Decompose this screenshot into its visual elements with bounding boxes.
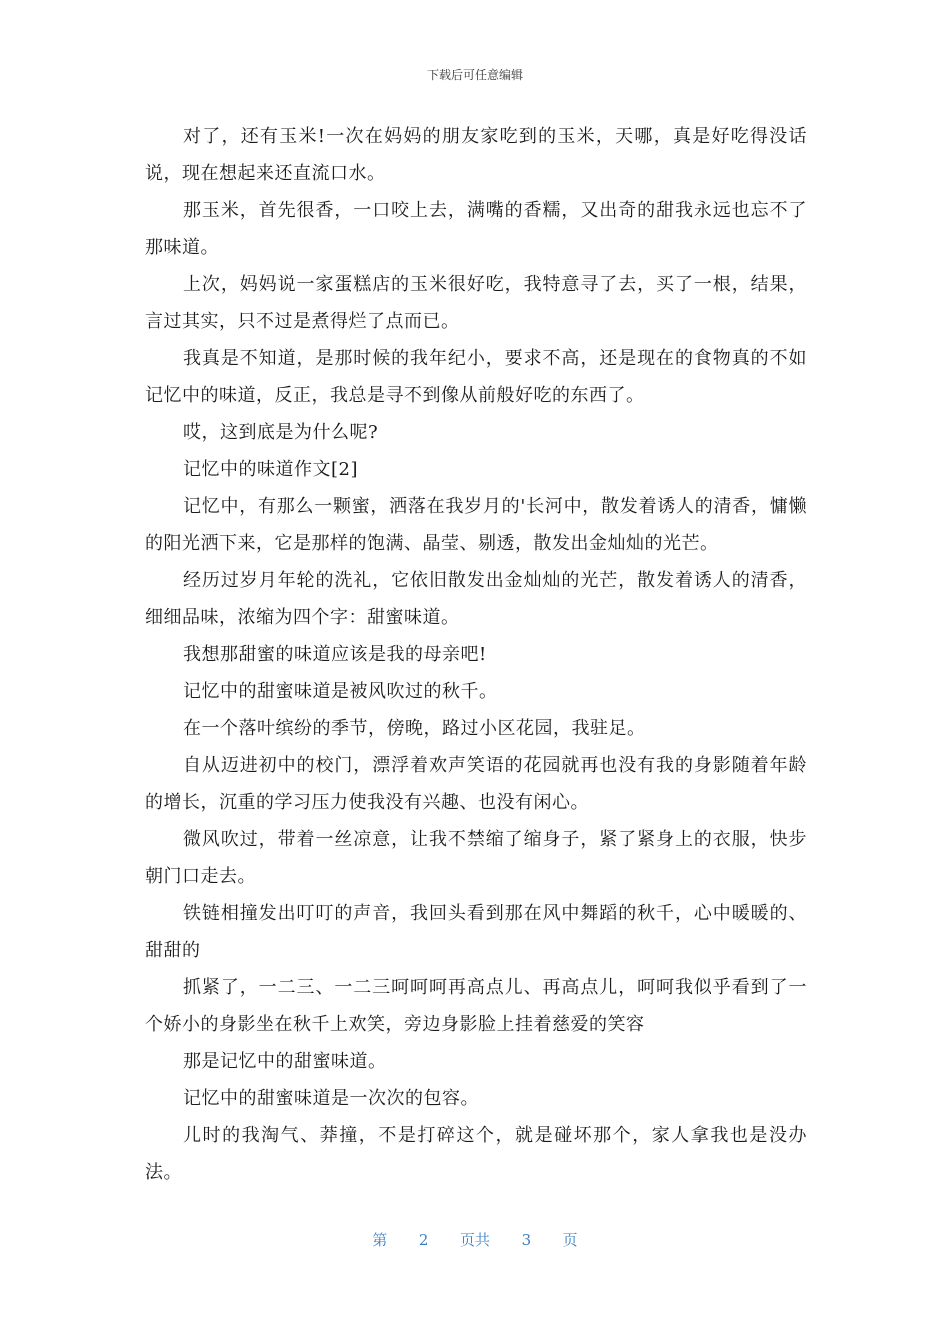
paragraph: 那玉米，首先很香，一口咬上去，满嘴的香糯，又出奇的甜我永远也忘不了那味道。: [145, 200, 807, 258]
paragraph: 铁链相撞发出叮叮的声音，我回头看到那在风中舞蹈的秋千，心中暖暖的、甜甜的: [145, 903, 807, 961]
paragraph: 我想那甜蜜的味道应该是我的母亲吧!: [183, 644, 487, 665]
document-body: [145, 118, 807, 1191]
paragraph: 哎，这到底是为什么呢?: [183, 422, 379, 443]
paragraph: 经历过岁月年轮的洗礼，它依旧散发出金灿灿的光芒，散发着诱人的清香，细细品味，浓缩为四个字：甜蜜味道。: [145, 570, 807, 628]
page-footer: [0, 1229, 950, 1250]
page-header: 下载后可任意编辑: [426, 68, 523, 82]
paragraph: 记忆中的甜蜜味道是被风吹过的秋千。: [183, 681, 498, 702]
paragraph: 那是记忆中的甜蜜味道。: [183, 1051, 387, 1072]
paragraph: 上次，妈妈说一家蛋糕店的玉米很好吃，我特意寻了去，买了一根，结果，言过其实，只不过是煮得烂了点而已。: [145, 274, 807, 332]
paragraph: 在一个落叶缤纷的季节，傍晚，路过小区花园，我驻足。: [183, 718, 646, 739]
total-pages-number: 3: [521, 1231, 532, 1249]
section-title: 记忆中的味道作文[2]: [183, 459, 358, 480]
paragraph: 自从迈进初中的校门，漂浮着欢声笑语的花园就再也没有我的身影随着年龄的增长，沉重的学习压力使我没有兴趣、也没有闲心。: [145, 755, 807, 813]
footer-middle: 页共: [459, 1231, 490, 1249]
footer-suffix: 页: [562, 1231, 578, 1249]
paragraph: 我真是不知道，是那时候的我年纪小，要求不高，还是现在的食物真的不如记忆中的味道，反正，我总是寻不到像从前般好吃的东西了。: [145, 348, 807, 406]
paragraph: 微风吹过，带着一丝凉意，让我不禁缩了缩身子，紧了紧身上的衣服，快步朝门口走去。: [145, 829, 807, 887]
paragraph: 记忆中，有那么一颗蜜，洒落在我岁月的'长河中，散发着诱人的清香，慵懒的阳光洒下来，它是那样的饱满、晶莹、剔透，散发出金灿灿的光芒。: [145, 496, 807, 554]
paragraph: 对了，还有玉米!一次在妈妈的朋友家吃到的玉米，天哪，真是好吃得没话说，现在想起来还直流口水。: [145, 126, 807, 184]
paragraph: 儿时的我淘气、莽撞，不是打碎这个，就是碰坏那个，家人拿我也是没办法。: [145, 1125, 807, 1183]
footer-prefix: 第: [372, 1231, 388, 1249]
paragraph: 记忆中的甜蜜味道是一次次的包容。: [183, 1088, 479, 1109]
paragraph: 抓紧了，一二三、一二三呵呵呵再高点儿、再高点儿，呵呵我似乎看到了一个娇小的身影坐在秋千上欢笑，旁边身影脸上挂着慈爱的笑容: [145, 977, 807, 1035]
current-page-number: 2: [418, 1231, 429, 1249]
